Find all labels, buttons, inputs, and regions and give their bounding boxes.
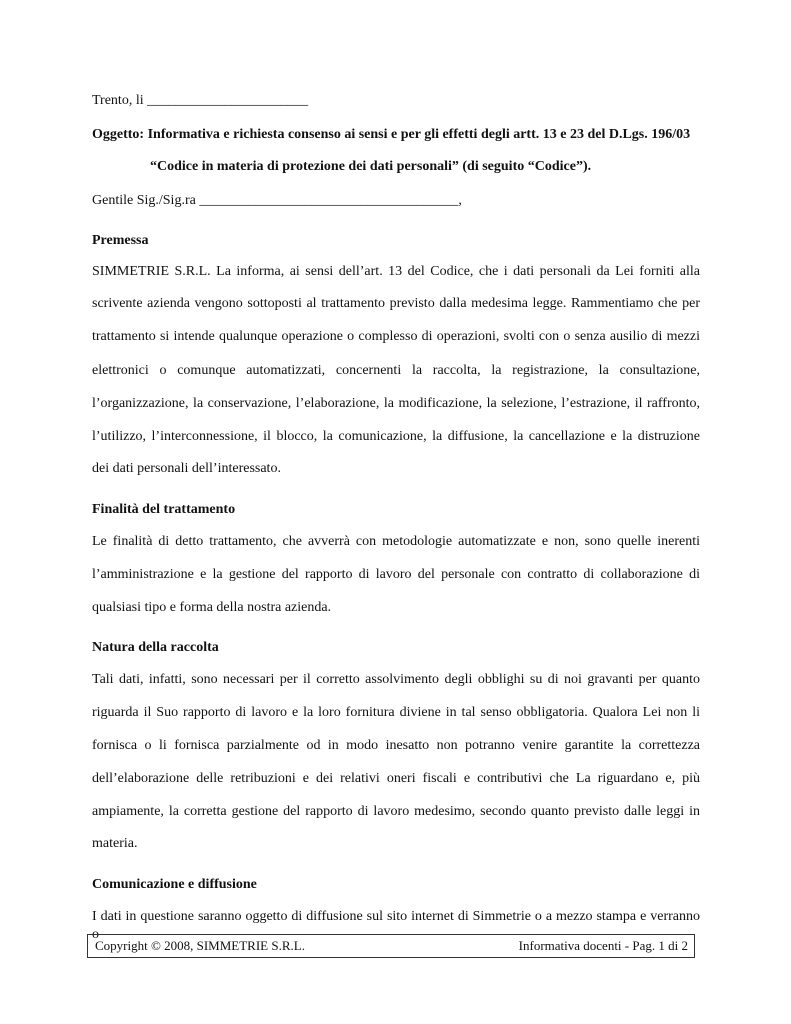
paragraph-line: materia. [92,836,138,851]
greeting-line: Gentile Sig./Sig.ra _____________________________________, [92,193,462,208]
paragraph-line: elettronici o comunque automatizzati, concernenti la raccolta, la registrazione, la consultazione, [92,363,700,378]
paragraph-line: l’utilizzo, l’interconnessione, il blocco, la comunicazione, la diffusione, la cancellazione e la distruzione [92,429,700,444]
section-title-premessa: Premessa [92,233,149,248]
subject-line-1: Oggetto: Informativa e richiesta consenso ai sensi e per gli effetti degli artt. 13 e 23 del D.Lgs. 196/03 [92,127,691,142]
section-title-comunicazione: Comunicazione e diffusione [92,877,257,892]
paragraph-line: SIMMETRIE S.R.L. La informa, ai sensi dell’art. 13 del Codice, che i dati personali da Lei forniti alla [92,264,700,279]
paragraph-line: scrivente azienda vengono sottoposti al trattamento previsto dalla medesima legge. Rammentiamo che per [92,296,700,311]
paragraph-line: dei dati personali dell’interessato. [92,461,281,476]
place-date-line: Trento, li _______________________ [92,93,309,108]
paragraph-line: qualsiasi tipo e forma della nostra azienda. [92,600,332,615]
section-title-finalita: Finalità del trattamento [92,502,236,517]
footer-copyright: Copyright © 2008, SIMMETRIE S.R.L. [95,938,305,953]
paragraph-line: fornisca o li fornisca parzialmente od in modo inesatto non potranno venire garantite la correttezza [92,738,700,753]
paragraph-line: l’organizzazione, la conservazione, l’elaborazione, la modificazione, la selezione, l’estrazione, il raffronto, [92,396,700,411]
subject-line-2: “Codice in materia di protezione dei dati personali” (di seguito “Codice”). [150,159,592,174]
paragraph-line: dell’elaborazione delle retribuzioni e dei relativi oneri fiscali e contributivi che La riguardano e, più [92,771,700,786]
paragraph-line: I dati in questione saranno oggetto di diffusione sul sito internet di Simmetrie o a mezzo stampa e verranno o [92,909,700,942]
paragraph-line: Tali dati, infatti, sono necessari per il corretto assolvimento degli obblighi su di noi gravanti per quanto [92,672,700,687]
paragraph-line: l’amministrazione e la gestione del rapporto di lavoro del personale con contratto di collaborazione di [92,567,700,582]
paragraph-line: trattamento si intende qualunque operazione o complesso di operazioni, svolti con o senza ausilio di mezzi [92,329,700,344]
section-title-natura: Natura della raccolta [92,640,219,655]
paragraph-line: Le finalità di detto trattamento, che avverrà con metodologie automatizzate e non, sono quelle inerenti [92,534,700,549]
page-footer [87,934,695,958]
paragraph-line: riguarda il Suo rapporto di lavoro e la loro fornitura diviene in tal senso obbligatoria. Qualora Lei non li [92,705,700,720]
paragraph-line: ampiamente, la corretta gestione del rapporto di lavoro medesimo, secondo quanto previsto dalle leggi in [92,804,700,819]
footer-page-info: Informativa docenti - Pag. 1 di 2 [518,938,688,953]
